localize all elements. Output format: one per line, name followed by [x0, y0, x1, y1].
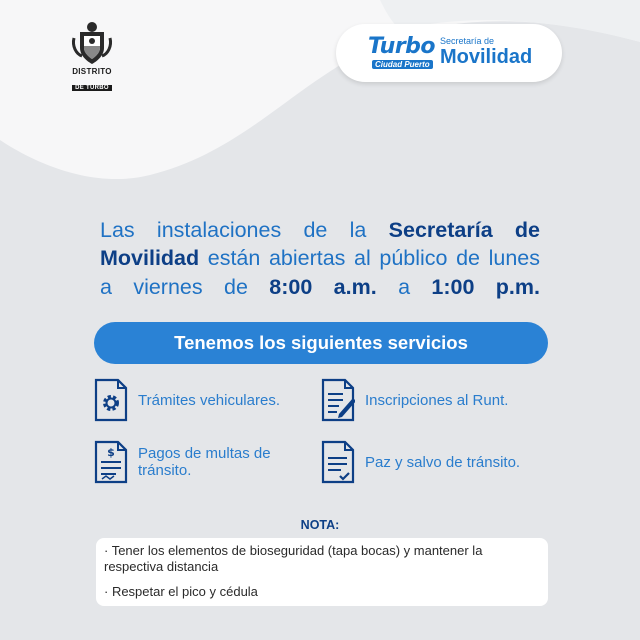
service-item-multas [94, 440, 298, 484]
dollar-document-icon [94, 440, 128, 484]
check-document-icon [321, 440, 355, 484]
pen-document-icon [321, 378, 355, 422]
service-label: Trámites vehiculares. [138, 391, 280, 409]
svg-text:$: $ [107, 446, 115, 459]
services-heading: Tenemos los siguientes servicios [174, 332, 468, 353]
brand-movilidad: Movilidad [440, 46, 533, 68]
gear-document-icon [94, 378, 128, 422]
intro-highlight-close: 1:00 p.m. [431, 274, 541, 299]
nota-item: · Tener los elementos de bioseguridad (tapa bocas) y mantener la respectiva distancia [104, 543, 483, 574]
nota-item: · Respetar el pico y cédula [104, 584, 258, 599]
intro-highlight-secretaria: Secretaría de Movilidad [100, 217, 540, 270]
brand-ciudad-puerto: Ciudad Puerto [372, 60, 433, 69]
nota-box [96, 538, 548, 606]
intro-highlight-open: 8:00 a.m. [269, 274, 377, 299]
district-name: DISTRITO [72, 67, 112, 76]
district-seal-icon [70, 18, 114, 66]
brand-turbo-logo: Turbo [368, 34, 436, 59]
service-label: Pagos de multas de tránsito. [138, 445, 271, 479]
service-item-tramites [94, 378, 280, 422]
service-label: Paz y salvo de tránsito. [365, 453, 521, 471]
district-subname: DE TURBO [72, 85, 112, 91]
brand-badge [336, 24, 562, 82]
intro-paragraph: Las instalaciones de la Secretaría de Movilidad están abiertas al público de lunes a viernes de 8:00 a.m. a 1:00 p.m. [100, 217, 541, 299]
service-label: Inscripciones al Runt. [365, 391, 509, 409]
district-logo [60, 18, 124, 94]
services-banner [94, 322, 548, 364]
service-item-runt [321, 378, 508, 422]
nota-label: NOTA: [300, 518, 340, 532]
service-item-paz-y-salvo [321, 440, 520, 484]
brand-secretaria: Secretaría de [440, 36, 495, 46]
